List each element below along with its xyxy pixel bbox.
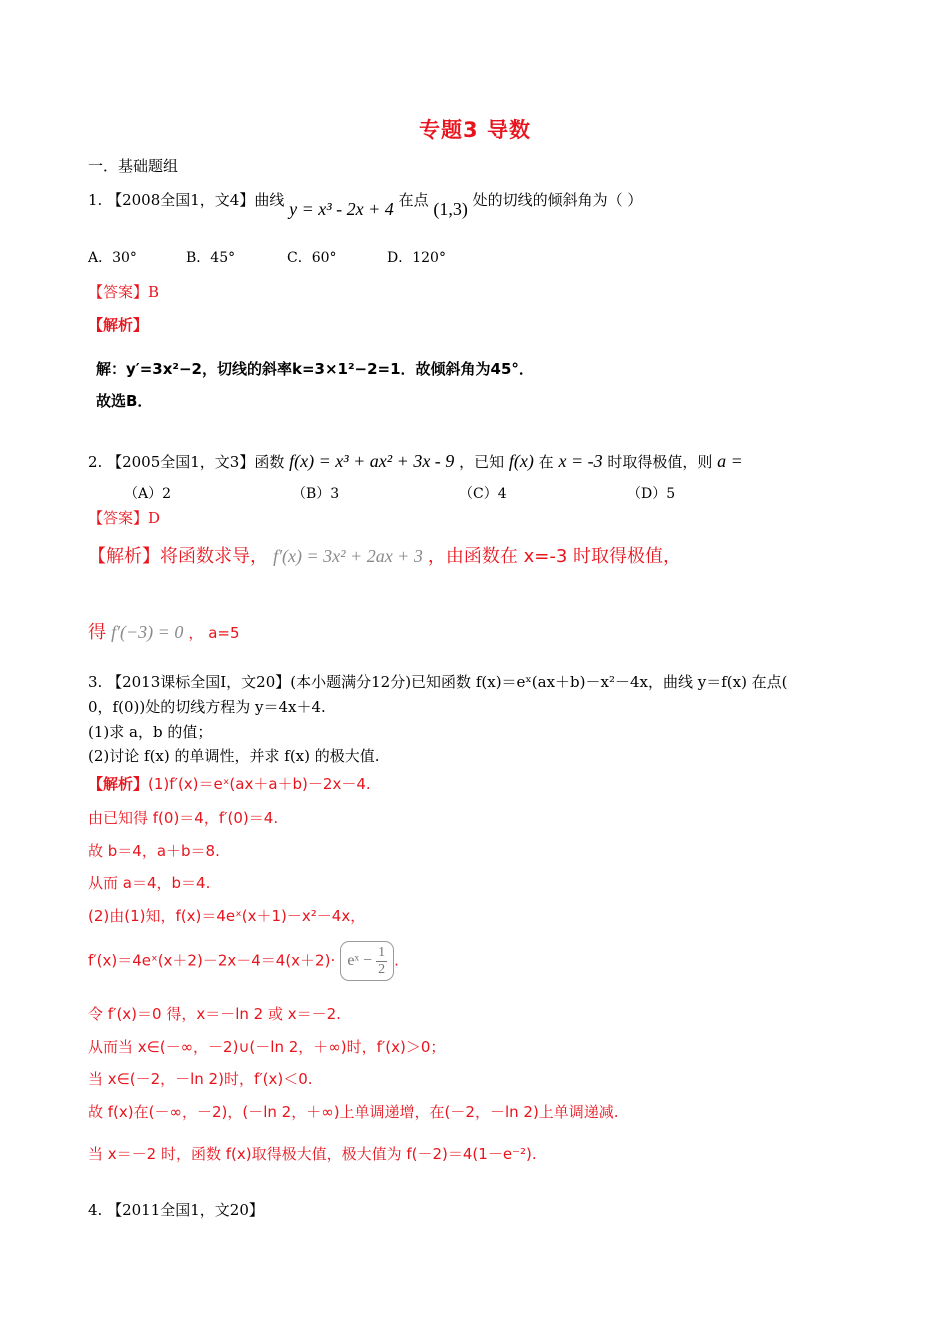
q4-heading: 4. 【2011全国1，文20】: [88, 1201, 264, 1219]
q1-mid: 在点: [398, 191, 429, 209]
q3-fraction: [376, 945, 387, 978]
q3-bracket-e: eˣ −: [347, 952, 373, 969]
q1-solution-line-2: 故选B．: [96, 392, 153, 410]
q3-solution-6: [88, 941, 399, 981]
q3-solution-6-end: .: [394, 951, 399, 970]
q3-solution-2: 由已知得 f(0)＝4，f′(0)＝4.: [88, 809, 279, 827]
q3-fraction-den: 2: [378, 961, 386, 977]
q2-suffix: 时取得极值，则: [607, 453, 713, 471]
q2-line2-de: 得: [88, 622, 106, 643]
q2-at: 在: [538, 453, 554, 471]
q2-formula: f(x) = x³ + ax² + 3x - 9: [289, 451, 455, 471]
q1-point: (1,3): [433, 199, 468, 219]
q1-prefix: 1. 【2008全国1，文4】曲线: [88, 191, 285, 209]
q3-solution-7: 令 f′(x)＝0 得，x＝－ln 2 或 x＝－2.: [88, 1005, 341, 1023]
q1-option-d: D．120°: [387, 250, 446, 266]
q2-derivative: f′(x) = 3x² + 2ax + 3: [273, 546, 423, 566]
q3-solution-3: 故 b＝4，a＋b＝8.: [88, 842, 220, 860]
q2-analysis: [88, 542, 681, 568]
q2-line2-eq: f′(−3) = 0: [111, 622, 184, 642]
q2-analysis-rest: ，由函数在 x=-3 时取得极值，: [427, 546, 682, 567]
q1-option-c: C．60°: [287, 250, 337, 266]
q3-solution-6-text: f′(x)＝4eˣ(x＋2)－2x－4＝4(x＋2)·: [88, 951, 336, 970]
q3-analysis-label: 【解析】: [88, 775, 149, 793]
q1-formula: y = x³ - 2x + 4: [289, 199, 394, 219]
q3-part-1: (1)求 a，b 的值；: [88, 723, 213, 741]
q2-line2-rest: ， a=5: [188, 624, 240, 642]
q2-analysis-line-2: [88, 618, 240, 644]
q2-option-d: （D）5: [627, 486, 676, 502]
q3-solution-8: 从而当 x∈(－∞，－2)∪(－ln 2，＋∞)时，f′(x)＞0；: [88, 1038, 446, 1056]
q2-fx: f(x): [508, 451, 534, 471]
q2-option-b: （B）3: [292, 486, 340, 502]
q3-solution-4: 从而 a＝4，b＝4.: [88, 874, 211, 892]
q2-option-a: （A）2: [124, 486, 172, 502]
q3-bracket-expression: [340, 941, 394, 981]
q1-answer: 【答案】B: [88, 283, 160, 301]
q3-solution-9: 当 x∈(－2，－ln 2)时，f′(x)＜0.: [88, 1070, 313, 1088]
q1-option-b: B．45°: [186, 250, 236, 266]
q2-xval: x = -3: [558, 451, 603, 471]
q1-analysis-label: 【解析】: [88, 316, 149, 334]
q2-analysis-label: 【解析】将函数求导，: [88, 546, 268, 567]
question-2: [88, 451, 743, 472]
q2-answer: 【答案】D: [88, 509, 161, 527]
q3-part-2: (2)讨论 f(x) 的单调性，并求 f(x) 的极大值.: [88, 747, 380, 765]
q3-solution-1-text: (1)f′(x)＝eˣ(ax＋a＋b)－2x－4.: [148, 775, 371, 793]
q2-mid: ，已知: [459, 453, 505, 471]
section-heading: 一．基础题组: [88, 157, 179, 175]
q3-solution-5: (2)由(1)知，f(x)＝4eˣ(x＋1)－x²－4x，: [88, 907, 366, 925]
question-1: [88, 189, 643, 219]
q3-solution-10: 故 f(x)在(－∞，－2)，(－ln 2，＋∞)上单调递增，在(－2，－ln 2)上单调递减.: [88, 1103, 619, 1121]
q2-prefix: 2. 【2005全国1，文3】函数: [88, 453, 285, 471]
q2-option-c: （C）4: [459, 486, 507, 502]
page-title: 专题3 导数: [419, 118, 531, 142]
q3-statement-line-1: 3. 【2013课标全国Ⅰ，文20】(本小题满分12分)已知函数 f(x)＝eˣ(ax＋b)－x²－4x，曲线 y＝f(x) 在点(: [88, 673, 788, 691]
q3-statement-line-2: 0，f(0))处的切线方程为 y＝4x＋4.: [88, 698, 326, 716]
q1-option-a: A．30°: [88, 250, 137, 266]
q1-suffix: 处的切线的倾斜角为（ ）: [472, 191, 643, 209]
q1-solution-line-1: 解：y′=3x²−2，切线的斜率k=3×1²−2=1．故倾斜角为45°．: [96, 360, 534, 378]
q3-solution-1: [88, 773, 371, 794]
q2-a: a =: [717, 451, 743, 471]
q3-solution-11: 当 x＝－2 时，函数 f(x)取得极大值，极大值为 f(－2)＝4(1－e⁻²).: [88, 1145, 537, 1163]
q3-fraction-num: 1: [378, 944, 386, 960]
